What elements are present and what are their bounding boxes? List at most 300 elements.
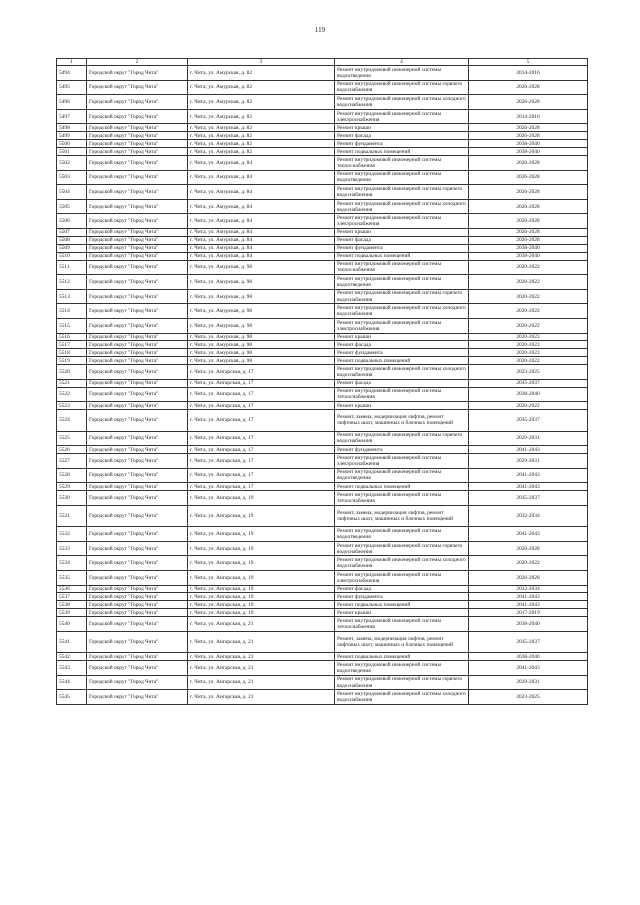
- municipality-cell: Городской округ "Город Чита": [87, 252, 188, 260]
- municipality-cell: Городской округ "Город Чита": [87, 585, 188, 593]
- row-number: 5535: [57, 571, 87, 586]
- municipality-cell: Городской округ "Город Чита": [87, 661, 188, 676]
- period-cell: 2017-2019: [469, 609, 588, 617]
- municipality-cell: Городской округ "Город Чита": [87, 402, 188, 410]
- work-type-cell: Ремонт внутридомовой инженерной системы холодного водоснабжения: [335, 95, 469, 110]
- table-row: [57, 675, 588, 690]
- row-number: 5497: [57, 109, 87, 124]
- municipality-cell: Городской округ "Город Чита": [87, 140, 188, 148]
- work-type-cell: Ремонт фасада: [335, 132, 469, 140]
- table-row: [57, 229, 588, 237]
- municipality-cell: Городской округ "Город Чита": [87, 244, 188, 252]
- address-cell: г. Чита, ул. Амурская, д. 82: [188, 80, 335, 95]
- row-number: 5515: [57, 318, 87, 333]
- row-number: 5496: [57, 95, 87, 110]
- work-type-cell: Ремонт внутридомовой инженерной системы водоотведения: [335, 170, 469, 185]
- table-row: [57, 80, 588, 95]
- period-cell: 2026-2028: [469, 80, 588, 95]
- table-row: [57, 252, 588, 260]
- municipality-cell: Городской округ "Город Чита": [87, 410, 188, 432]
- row-number: 5530: [57, 491, 87, 506]
- row-number: 5520: [57, 365, 87, 380]
- work-type-cell: Ремонт фундамента: [335, 140, 469, 148]
- table-row: [57, 148, 588, 156]
- period-cell: 2041-2043: [469, 446, 588, 454]
- row-number: 5518: [57, 349, 87, 357]
- table-row: [57, 387, 588, 402]
- row-number: 5499: [57, 132, 87, 140]
- period-cell: 2041-2043: [469, 661, 588, 676]
- table-row: [57, 260, 588, 275]
- table-row: [57, 541, 588, 556]
- address-cell: г. Чита, ул. Ангарская, д. 19: [188, 491, 335, 506]
- table-row: [57, 357, 588, 365]
- municipality-cell: Городской округ "Город Чита": [87, 631, 188, 653]
- work-type-cell: Ремонт фундамента: [335, 244, 469, 252]
- address-cell: г. Чита, ул. Амурская, д. 82: [188, 66, 335, 81]
- address-cell: г. Чита, ул. Амурская, д. 84: [188, 170, 335, 185]
- municipality-cell: Городской округ "Город Чита": [87, 556, 188, 571]
- municipality-cell: Городской округ "Город Чита": [87, 617, 188, 632]
- row-number: 5502: [57, 156, 87, 171]
- period-cell: 2020-2022: [469, 275, 588, 290]
- address-cell: г. Чита, ул. Амурская, д. 98: [188, 349, 335, 357]
- address-cell: г. Чита, ул. Амурская, д. 84: [188, 229, 335, 237]
- row-number: 5498: [57, 124, 87, 132]
- period-cell: 2020-2022: [469, 289, 588, 304]
- row-number: 5508: [57, 236, 87, 244]
- row-number: 5504: [57, 185, 87, 200]
- period-cell: 2026-2028: [469, 236, 588, 244]
- period-cell: 2032-2034: [469, 505, 588, 527]
- address-cell: г. Чита, ул. Ангарская, д. 21: [188, 653, 335, 661]
- address-cell: г. Чита, ул. Ангарская, д. 19: [188, 601, 335, 609]
- row-number: 5544: [57, 675, 87, 690]
- row-number: 5527: [57, 454, 87, 469]
- period-cell: 2020-2022: [469, 341, 588, 349]
- page-number: 119: [314, 26, 326, 34]
- period-cell: 2020-2022: [469, 556, 588, 571]
- row-number: 5532: [57, 527, 87, 542]
- table-row: [57, 199, 588, 214]
- work-type-cell: Ремонт внутридомовой инженерной системы холодного водоснабжения: [335, 365, 469, 380]
- address-cell: г. Чита, ул. Амурская, д. 98: [188, 260, 335, 275]
- row-number: 5503: [57, 170, 87, 185]
- municipality-cell: Городской округ "Город Чита": [87, 690, 188, 705]
- period-cell: 2020-2022: [469, 357, 588, 365]
- table-row: [57, 601, 588, 609]
- address-cell: г. Чита, ул. Ангарская, д. 21: [188, 661, 335, 676]
- municipality-cell: Городской округ "Город Чита": [87, 304, 188, 319]
- table-row: [57, 617, 588, 632]
- row-number: 5525: [57, 431, 87, 446]
- work-type-cell: Ремонт внутридомовой инженерной системы горячего водоснабжения: [335, 431, 469, 446]
- row-number: 5541: [57, 631, 87, 653]
- table-row: [57, 491, 588, 506]
- row-number: 5506: [57, 214, 87, 229]
- table-row: [57, 653, 588, 661]
- period-cell: 2020-2022: [469, 304, 588, 319]
- municipality-cell: Городской округ "Город Чита": [87, 318, 188, 333]
- table-row: [57, 170, 588, 185]
- header-row: [57, 59, 588, 66]
- period-cell: 2038-2040: [469, 148, 588, 156]
- row-number: 5510: [57, 252, 87, 260]
- table-row: [57, 431, 588, 446]
- table-row: [57, 379, 588, 387]
- work-type-cell: Ремонт внутридомовой инженерной системы горячего водоснабжения: [335, 80, 469, 95]
- col-header-2: 2: [87, 59, 188, 66]
- period-cell: 2023-2025: [469, 690, 588, 705]
- period-cell: 2041-2043: [469, 468, 588, 483]
- municipality-cell: Городской округ "Город Чита": [87, 387, 188, 402]
- table-body: [57, 66, 588, 705]
- table-row: [57, 185, 588, 200]
- address-cell: г. Чита, ул. Ангарская, д. 21: [188, 675, 335, 690]
- work-type-cell: Ремонт внутридомовой инженерной системы теплоснабжения: [335, 260, 469, 275]
- work-type-cell: Ремонт внутридомовой инженерной системы холодного водоснабжения: [335, 199, 469, 214]
- work-type-cell: Ремонт фундамента: [335, 593, 469, 601]
- table-row: [57, 365, 588, 380]
- period-cell: 2032-2034: [469, 585, 588, 593]
- work-type-cell: Ремонт подвальных помещений: [335, 357, 469, 365]
- period-cell: 2029-2031: [469, 431, 588, 446]
- work-type-cell: Ремонт внутридомовой инженерной системы теплоснабжения: [335, 387, 469, 402]
- municipality-cell: Городской округ "Город Чита": [87, 483, 188, 491]
- address-cell: г. Чита, ул. Ангарская, д. 19: [188, 541, 335, 556]
- row-number: 5514: [57, 304, 87, 319]
- address-cell: г. Чита, ул. Амурская, д. 98: [188, 318, 335, 333]
- table-row: [57, 304, 588, 319]
- work-type-cell: Ремонт внутридомовой инженерной системы горячего водоснабжения: [335, 289, 469, 304]
- address-cell: г. Чита, ул. Ангарская, д. 19: [188, 527, 335, 542]
- municipality-cell: Городской округ "Город Чита": [87, 491, 188, 506]
- address-cell: г. Чита, ул. Ангарская, д. 19: [188, 585, 335, 593]
- period-cell: 2020-2022: [469, 318, 588, 333]
- address-cell: г. Чита, ул. Ангарская, д. 17: [188, 483, 335, 491]
- address-cell: г. Чита, ул. Ангарская, д. 17: [188, 387, 335, 402]
- work-type-cell: Ремонт фундамента: [335, 446, 469, 454]
- address-cell: г. Чита, ул. Ангарская, д. 17: [188, 365, 335, 380]
- work-type-cell: Ремонт фасада: [335, 585, 469, 593]
- row-number: 5536: [57, 585, 87, 593]
- row-number: 5507: [57, 229, 87, 237]
- table-row: [57, 349, 588, 357]
- period-cell: 2038-2040: [469, 617, 588, 632]
- period-cell: 2014-2016: [469, 66, 588, 81]
- address-cell: г. Чита, ул. Ангарская, д. 19: [188, 609, 335, 617]
- municipality-cell: Городской округ "Город Чита": [87, 156, 188, 171]
- table-row: [57, 585, 588, 593]
- table-row: [57, 66, 588, 81]
- work-type-cell: Ремонт подвальных помещений: [335, 252, 469, 260]
- address-cell: г. Чита, ул. Ангарская, д. 17: [188, 431, 335, 446]
- municipality-cell: Городской округ "Город Чита": [87, 95, 188, 110]
- address-cell: г. Чита, ул. Амурская, д. 84: [188, 214, 335, 229]
- municipality-cell: Городской округ "Город Чита": [87, 289, 188, 304]
- row-number: 5543: [57, 661, 87, 676]
- period-cell: 2035-2037: [469, 631, 588, 653]
- col-header-4: 4: [335, 59, 469, 66]
- address-cell: г. Чита, ул. Амурская, д. 82: [188, 148, 335, 156]
- row-number: 5539: [57, 609, 87, 617]
- table-row: [57, 661, 588, 676]
- work-type-cell: Ремонт фасада: [335, 379, 469, 387]
- period-cell: 2035-2037: [469, 410, 588, 432]
- table-row: [57, 275, 588, 290]
- work-type-cell: Ремонт подвальных помещений: [335, 148, 469, 156]
- row-number: 5494: [57, 66, 87, 81]
- row-number: 5540: [57, 617, 87, 632]
- work-type-cell: Ремонт внутридомовой инженерной системы водоотведения: [335, 468, 469, 483]
- row-number: 5526: [57, 446, 87, 454]
- table-row: [57, 244, 588, 252]
- row-number: 5509: [57, 244, 87, 252]
- row-number: 5531: [57, 505, 87, 527]
- work-type-cell: Ремонт крыши: [335, 124, 469, 132]
- table-row: [57, 556, 588, 571]
- address-cell: г. Чита, ул. Амурская, д. 98: [188, 289, 335, 304]
- col-header-3: 3: [188, 59, 335, 66]
- address-cell: г. Чита, ул. Ангарская, д. 21: [188, 631, 335, 653]
- table-row: [57, 593, 588, 601]
- period-cell: 2029-2031: [469, 675, 588, 690]
- table-row: [57, 214, 588, 229]
- municipality-cell: Городской округ "Город Чита": [87, 124, 188, 132]
- work-type-cell: Ремонт фундамента: [335, 349, 469, 357]
- address-cell: г. Чита, ул. Ангарская, д. 19: [188, 593, 335, 601]
- address-cell: г. Чита, ул. Амурская, д. 98: [188, 333, 335, 341]
- municipality-cell: Городской округ "Город Чита": [87, 593, 188, 601]
- municipality-cell: Городской округ "Город Чита": [87, 333, 188, 341]
- period-cell: 2038-2040: [469, 653, 588, 661]
- row-number: 5517: [57, 341, 87, 349]
- municipality-cell: Городской округ "Город Чита": [87, 185, 188, 200]
- municipality-cell: Городской округ "Город Чита": [87, 446, 188, 454]
- table-row: [57, 341, 588, 349]
- work-type-cell: Ремонт внутридомовой инженерной системы электроснабжения: [335, 454, 469, 469]
- municipality-cell: Городской округ "Город Чита": [87, 341, 188, 349]
- municipality-cell: Городской округ "Город Чита": [87, 109, 188, 124]
- address-cell: г. Чита, ул. Амурская, д. 84: [188, 185, 335, 200]
- table-row: [57, 468, 588, 483]
- row-number: 5521: [57, 379, 87, 387]
- municipality-cell: Городской округ "Город Чита": [87, 571, 188, 586]
- table-row: [57, 690, 588, 705]
- work-type-cell: Ремонт внутридомовой инженерной системы электроснабжения: [335, 571, 469, 586]
- municipality-cell: Городской округ "Город Чита": [87, 541, 188, 556]
- work-type-cell: Ремонт внутридомовой инженерной системы теплоснабжения: [335, 617, 469, 632]
- municipality-cell: Городской округ "Город Чита": [87, 66, 188, 81]
- work-type-cell: Ремонт внутридомовой инженерной системы водоотведения: [335, 527, 469, 542]
- municipality-cell: Городской округ "Город Чита": [87, 505, 188, 527]
- row-number: 5542: [57, 653, 87, 661]
- table-row: [57, 124, 588, 132]
- work-type-cell: Ремонт внутридомовой инженерной системы теплоснабжения: [335, 156, 469, 171]
- municipality-cell: Городской округ "Город Чита": [87, 379, 188, 387]
- municipality-cell: Городской округ "Город Чита": [87, 601, 188, 609]
- table-row: [57, 156, 588, 171]
- row-number: 5528: [57, 468, 87, 483]
- work-type-cell: Ремонт крыши: [335, 609, 469, 617]
- row-number: 5523: [57, 402, 87, 410]
- period-cell: 2026-2028: [469, 132, 588, 140]
- work-type-cell: Ремонт внутридомовой инженерной системы электроснабжения: [335, 318, 469, 333]
- period-cell: 2041-2043: [469, 601, 588, 609]
- row-number: 5511: [57, 260, 87, 275]
- municipality-cell: Городской округ "Город Чита": [87, 132, 188, 140]
- work-type-cell: Ремонт фасада: [335, 236, 469, 244]
- row-number: 5537: [57, 593, 87, 601]
- address-cell: г. Чита, ул. Ангарская, д. 19: [188, 556, 335, 571]
- address-cell: г. Чита, ул. Амурская, д. 82: [188, 124, 335, 132]
- period-cell: 2020-2022: [469, 260, 588, 275]
- municipality-cell: Городской округ "Город Чита": [87, 199, 188, 214]
- period-cell: 2038-2040: [469, 252, 588, 260]
- municipality-cell: Городской округ "Город Чита": [87, 431, 188, 446]
- row-number: 5522: [57, 387, 87, 402]
- address-cell: г. Чита, ул. Амурская, д. 84: [188, 244, 335, 252]
- row-number: 5545: [57, 690, 87, 705]
- row-number: 5500: [57, 140, 87, 148]
- table-row: [57, 446, 588, 454]
- address-cell: г. Чита, ул. Ангарская, д. 17: [188, 402, 335, 410]
- work-type-cell: Ремонт подвальных помещений: [335, 483, 469, 491]
- address-cell: г. Чита, ул. Амурская, д. 84: [188, 252, 335, 260]
- address-cell: г. Чита, ул. Ангарская, д. 17: [188, 454, 335, 469]
- row-number: 5529: [57, 483, 87, 491]
- repair-schedule-table: [56, 58, 588, 705]
- address-cell: г. Чита, ул. Ангарская, д. 17: [188, 410, 335, 432]
- municipality-cell: Городской округ "Город Чита": [87, 236, 188, 244]
- work-type-cell: Ремонт внутридомовой инженерной системы водоотведения: [335, 661, 469, 676]
- municipality-cell: Городской округ "Город Чита": [87, 454, 188, 469]
- period-cell: 2026-2028: [469, 124, 588, 132]
- table-row: [57, 95, 588, 110]
- period-cell: 2041-2043: [469, 593, 588, 601]
- table-row: [57, 454, 588, 469]
- row-number: 5501: [57, 148, 87, 156]
- municipality-cell: Городской округ "Город Чита": [87, 148, 188, 156]
- municipality-cell: Городской округ "Город Чита": [87, 349, 188, 357]
- row-number: 5513: [57, 289, 87, 304]
- address-cell: г. Чита, ул. Ангарская, д. 17: [188, 446, 335, 454]
- row-number: 5512: [57, 275, 87, 290]
- row-number: 5519: [57, 357, 87, 365]
- municipality-cell: Городской округ "Город Чита": [87, 365, 188, 380]
- period-cell: 2026-2028: [469, 95, 588, 110]
- table-row: [57, 318, 588, 333]
- municipality-cell: Городской округ "Город Чита": [87, 675, 188, 690]
- period-cell: 2020-2022: [469, 349, 588, 357]
- row-number: 5533: [57, 541, 87, 556]
- table-row: [57, 527, 588, 542]
- period-cell: 2038-2040: [469, 244, 588, 252]
- work-type-cell: Ремонт фасада: [335, 341, 469, 349]
- table-row: [57, 109, 588, 124]
- municipality-cell: Городской округ "Город Чита": [87, 260, 188, 275]
- work-type-cell: Ремонт внутридомовой инженерной системы водоотведения: [335, 275, 469, 290]
- address-cell: г. Чита, ул. Амурская, д. 84: [188, 156, 335, 171]
- row-number: 5524: [57, 410, 87, 432]
- address-cell: г. Чита, ул. Ангарская, д. 17: [188, 468, 335, 483]
- table-row: [57, 289, 588, 304]
- period-cell: 2041-2043: [469, 483, 588, 491]
- work-type-cell: Ремонт внутридомовой инженерной системы горячего водоснабжения: [335, 185, 469, 200]
- table-row: [57, 236, 588, 244]
- work-type-cell: Ремонт подвальных помещений: [335, 653, 469, 661]
- row-number: 5505: [57, 199, 87, 214]
- municipality-cell: Городской округ "Город Чита": [87, 214, 188, 229]
- work-type-cell: Ремонт внутридомовой инженерной системы теплоснабжения: [335, 491, 469, 506]
- table-row: [57, 631, 588, 653]
- period-cell: 2038-2040: [469, 140, 588, 148]
- row-number: 5495: [57, 80, 87, 95]
- work-type-cell: Ремонт внутридомовой инженерной системы холодного водоснабжения: [335, 304, 469, 319]
- address-cell: г. Чита, ул. Амурская, д. 98: [188, 304, 335, 319]
- period-cell: 2026-2028: [469, 170, 588, 185]
- period-cell: 2020-2022: [469, 402, 588, 410]
- row-number: 5538: [57, 601, 87, 609]
- work-type-cell: Ремонт внутридомовой инженерной системы холодного водоснабжения: [335, 690, 469, 705]
- table-row: [57, 505, 588, 527]
- table-row: [57, 410, 588, 432]
- work-type-cell: Ремонт подвальных помещений: [335, 601, 469, 609]
- municipality-cell: Городской округ "Город Чита": [87, 357, 188, 365]
- address-cell: г. Чита, ул. Амурская, д. 98: [188, 275, 335, 290]
- row-number: 5534: [57, 556, 87, 571]
- table-row: [57, 609, 588, 617]
- municipality-cell: Городской округ "Город Чита": [87, 275, 188, 290]
- work-type-cell: Ремонт внутридомовой инженерной системы электроснабжения: [335, 214, 469, 229]
- table-row: [57, 132, 588, 140]
- period-cell: 2038-2040: [469, 387, 588, 402]
- address-cell: г. Чита, ул. Амурская, д. 98: [188, 341, 335, 349]
- work-type-cell: Ремонт, замена, модернизация лифтов, ремонт лифтовых шахт, машинных и блочных помещений: [335, 505, 469, 527]
- period-cell: 2029-2031: [469, 454, 588, 469]
- municipality-cell: Городской округ "Город Чита": [87, 229, 188, 237]
- address-cell: г. Чита, ул. Амурская, д. 84: [188, 236, 335, 244]
- municipality-cell: Городской округ "Город Чита": [87, 527, 188, 542]
- period-cell: 2035-2037: [469, 379, 588, 387]
- col-header-5: 5: [469, 59, 588, 66]
- municipality-cell: Городской округ "Город Чита": [87, 170, 188, 185]
- period-cell: 2020-2022: [469, 333, 588, 341]
- work-type-cell: Ремонт, замена, модернизация лифтов, ремонт лифтовых шахт, машинных и блочных помещений: [335, 410, 469, 432]
- work-type-cell: Ремонт внутридомовой инженерной системы горячего водоснабжения: [335, 675, 469, 690]
- table-row: [57, 333, 588, 341]
- work-type-cell: Ремонт внутридомовой инженерной системы водоотведения: [335, 66, 469, 81]
- municipality-cell: Городской округ "Город Чита": [87, 80, 188, 95]
- table-row: [57, 402, 588, 410]
- municipality-cell: Городской округ "Город Чита": [87, 609, 188, 617]
- address-cell: г. Чита, ул. Амурская, д. 82: [188, 109, 335, 124]
- period-cell: 2026-2028: [469, 156, 588, 171]
- municipality-cell: Городской округ "Город Чита": [87, 653, 188, 661]
- table-row: [57, 571, 588, 586]
- col-header-1: 1: [57, 59, 87, 66]
- address-cell: г. Чита, ул. Ангарская, д. 19: [188, 571, 335, 586]
- work-type-cell: Ремонт, замена, модернизация лифтов, ремонт лифтовых шахт, машинных и блочных помещений: [335, 631, 469, 653]
- address-cell: г. Чита, ул. Ангарская, д. 21: [188, 617, 335, 632]
- address-cell: г. Чита, ул. Амурская, д. 98: [188, 357, 335, 365]
- table-row: [57, 140, 588, 148]
- period-cell: 2026-2028: [469, 541, 588, 556]
- row-number: 5516: [57, 333, 87, 341]
- period-cell: 2026-2028: [469, 199, 588, 214]
- period-cell: 2041-2043: [469, 527, 588, 542]
- work-type-cell: Ремонт крыши: [335, 402, 469, 410]
